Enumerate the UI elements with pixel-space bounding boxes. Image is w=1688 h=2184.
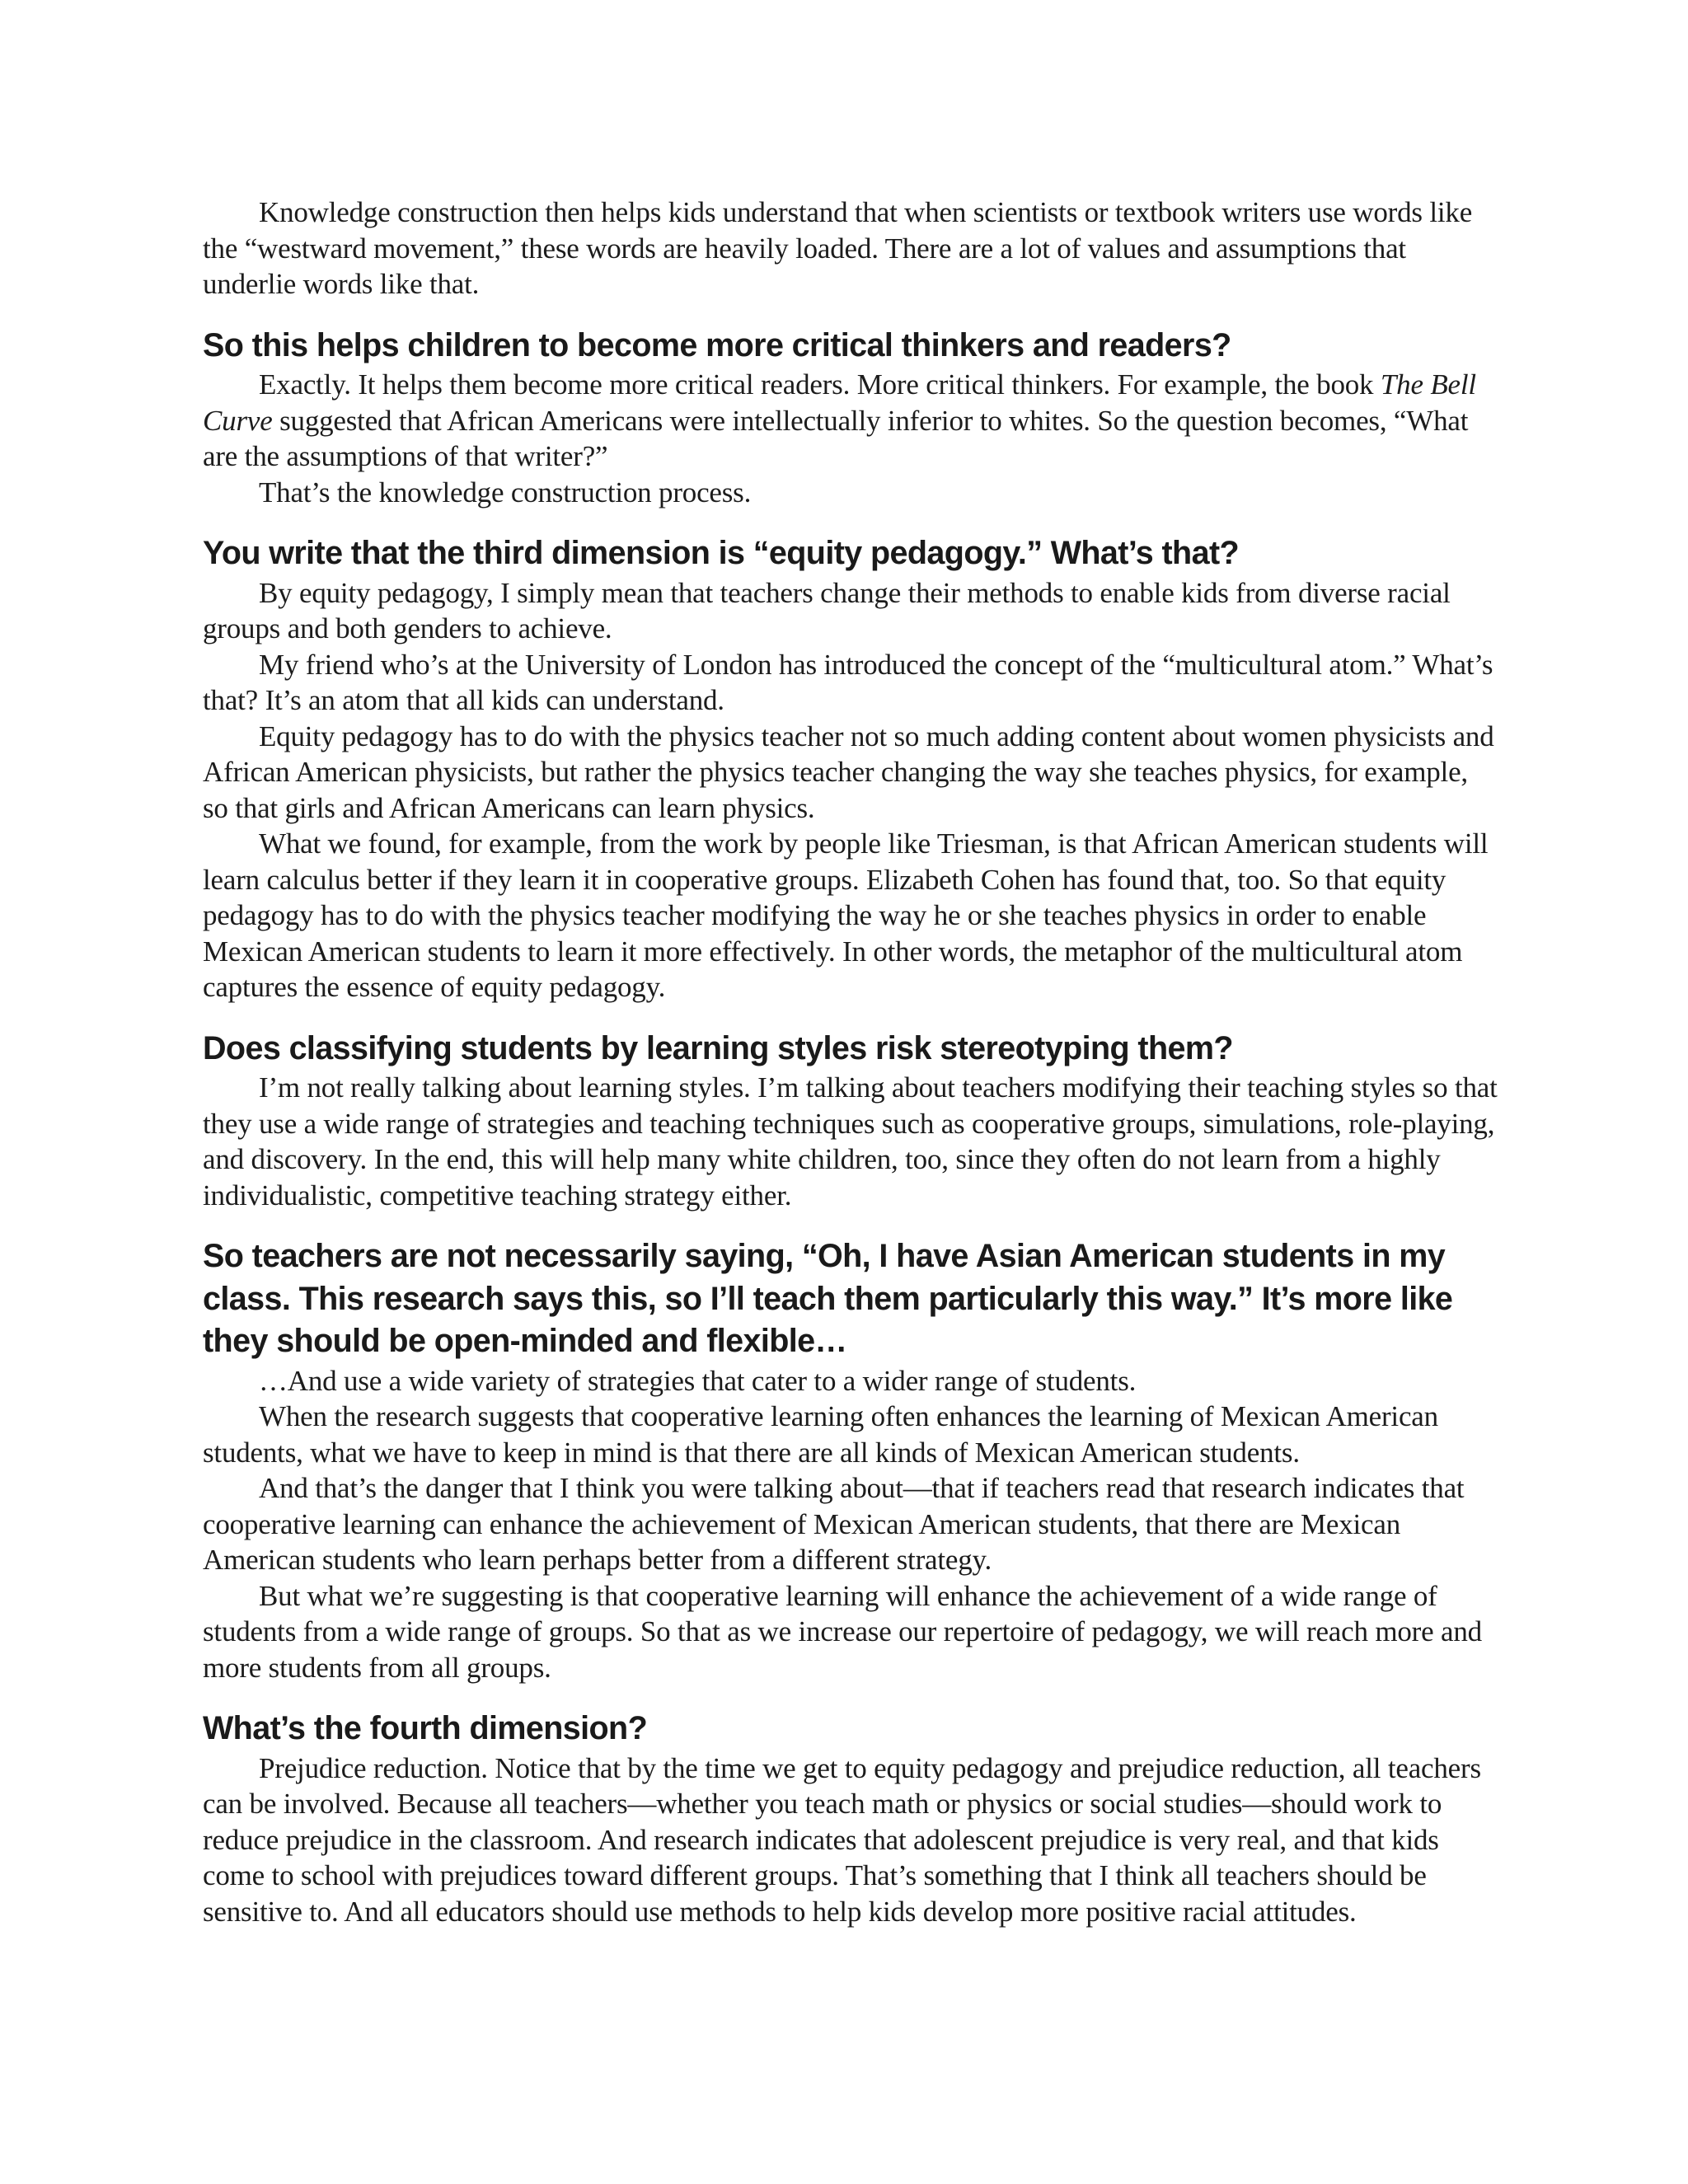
answer-paragraph: Equity pedagogy has to do with the physics teacher not so much adding content about women physicists and African American physicists, but rather the physics teacher changing the way she teaches physics, for example, so that girls and African Americans can learn physics. bbox=[203, 719, 1494, 824]
answer-paragraph: But what we’re suggesting is that cooperative learning will enhance the achievement of a wide range of students from a wide range of groups. So that as we increase our repertoire of pedagogy, we will reach more and more students from all groups. bbox=[203, 1579, 1482, 1684]
section-equity-pedagogy bbox=[203, 532, 1500, 1005]
answer-paragraph: And that’s the danger that I think you were talking about—that if teachers read that research indicates that cooperative learning can enhance the achievement of Mexican American students, that there are Mexican American students who learn perhaps better from a different strategy. bbox=[203, 1472, 1465, 1576]
answer-paragraph: When the research suggests that cooperative learning often enhances the learning of Mexican American students, what we have to keep in mind is that there are all kinds of Mexican American students. bbox=[203, 1400, 1438, 1469]
section-learning-styles bbox=[203, 1028, 1500, 1214]
answer-paragraph: By equity pedagogy, I simply mean that teachers change their methods to enable kids from diverse racial groups and both genders to achieve. bbox=[203, 576, 1451, 644]
answer-paragraph: What we found, for example, from the work by people like Triesman, is that African American students will learn calculus better if they learn it in cooperative groups. Elizabeth Cohen has found that, too. So that equity pedagogy has to do with the physics teacher modifying the way he or she teaches physics in order to enable Mexican American students to learn it more effectively. In other words, the metaphor of the multicultural atom captures the essence of equity pedagogy. bbox=[203, 827, 1489, 1003]
question-heading: What’s the fourth dimension? bbox=[203, 1710, 648, 1746]
answer-text: suggested that African Americans were intellectually inferior to whites. So the question becomes, “What are the assumptions of that writer?” bbox=[203, 404, 1469, 472]
answer-paragraph: My friend who’s at the University of London has introduced the concept of the “multicultural atom.” What’s that? It’s an atom that all kids can understand. bbox=[203, 648, 1493, 716]
question-heading: Does classifying students by learning styles risk stereotyping them? bbox=[203, 1029, 1233, 1066]
intro-paragraph: Knowledge construction then helps kids understand that when scientists or textbook writers use words like the “westward movement,” these words are heavily loaded. There are a lot of values and assumptions that underlie words like that. bbox=[203, 196, 1473, 300]
answer-paragraph: …And use a wide variety of strategies that cater to a wider range of students. bbox=[259, 1364, 1137, 1397]
answer-paragraph: That’s the knowledge construction process. bbox=[259, 476, 752, 509]
section-open-minded bbox=[203, 1235, 1500, 1685]
book-title: The Bell Curve bbox=[203, 368, 1476, 437]
question-heading: So teachers are not necessarily saying, “Oh, I have Asian American students in my class. This research says this, so I’ll teach them particularly this way.” It’s more like they should be open-minded and flexible… bbox=[203, 1238, 1453, 1359]
answer-text: Exactly. It helps them become more critical readers. More critical thinkers. For example, the book bbox=[259, 368, 1381, 401]
section-critical-thinkers bbox=[203, 325, 1500, 511]
answer-paragraph: Prejudice reduction. Notice that by the time we get to equity pedagogy and prejudice reduction, all teachers can be involved. Because all teachers—whether you teach math or physics or social studies—should work to reduce prejudice in the classroom. And research indicates that adolescent prejudice is very real, and that kids come to school with prejudices toward different groups. That’s something that I think all teachers should be sensitive to. And all educators should use methods to help kids develop more positive racial attitudes. bbox=[203, 1751, 1481, 1928]
question-heading: So this helps children to become more critical thinkers and readers? bbox=[203, 326, 1231, 363]
intro-section bbox=[203, 194, 1500, 302]
question-heading: You write that the third dimension is “equity pedagogy.” What’s that? bbox=[203, 535, 1240, 571]
section-fourth-dimension bbox=[203, 1708, 1500, 1929]
article-body bbox=[203, 194, 1500, 1929]
answer-paragraph bbox=[203, 367, 1500, 475]
answer-paragraph: I’m not really talking about learning styles. I’m talking about teachers modifying their teaching styles so that they use a wide range of strategies and teaching techniques such as cooperative groups, simulations, role-playing, and discovery. In the end, this will help many white children, too, since they often do not learn from a highly individualistic, competitive teaching strategy either. bbox=[203, 1071, 1498, 1212]
